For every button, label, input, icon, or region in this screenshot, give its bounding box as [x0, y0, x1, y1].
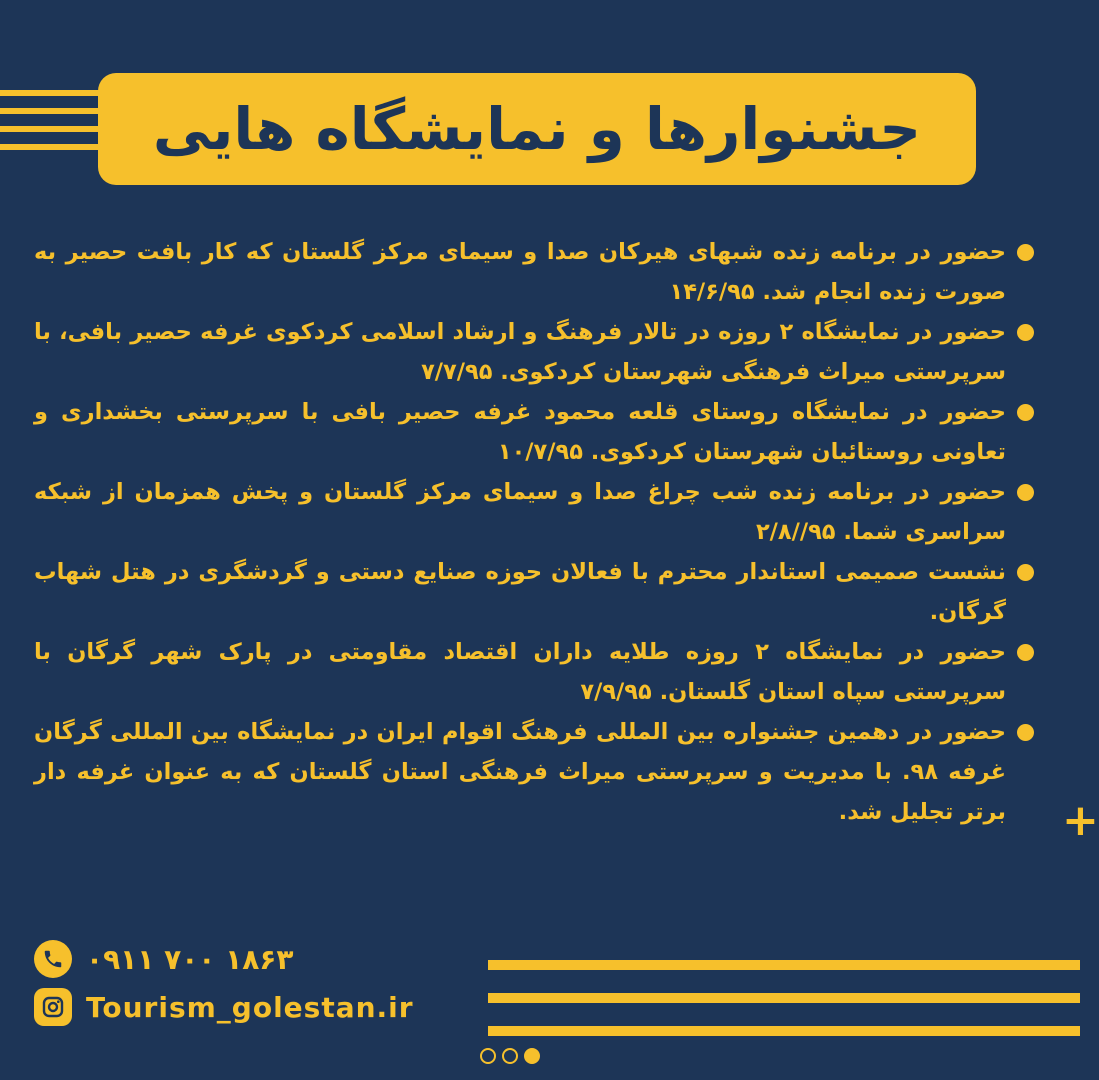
list-item: حضور در برنامه زنده شب چراغ صدا و سیمای مرکز گلستان و پخش همزمان از شبکه سراسری شما. ۹۵//۲/۸ — [34, 472, 1034, 552]
instagram-icon — [34, 988, 72, 1026]
list-item: حضور در دهمین جشنواره بین المللی فرهنگ اقوام ایران در نمایشگاه بین المللی گرگان غرفه ۹۸. با مدیریت و سرپرستی میراث فرهنگی استان گلستان که به عنوان غرفه دار برتر تجلیل شد. — [34, 712, 1034, 832]
list-item: نشست صمیمی استاندار محترم با فعالان حوزه صنایع دستی و گردشگری در هتل شهاب گرگان. — [34, 552, 1034, 632]
stripe — [488, 960, 1080, 970]
top-left-stripes — [0, 90, 100, 150]
stripe — [0, 126, 100, 132]
list-item: حضور در نمایشگاه ۲ روزه در تالار فرهنگ و ارشاد اسلامی کردکوی غرفه حصیر بافی، با سرپرستی میراث فرهنگی شهرستان کردکوی. ۷/۷/۹۵ — [34, 312, 1034, 392]
bottom-right-stripes — [488, 960, 1080, 1036]
pagination-dots — [480, 1048, 540, 1064]
stripe — [0, 90, 100, 96]
stripe — [0, 108, 100, 114]
list-item: حضور در برنامه زنده شبهای هیرکان صدا و سیمای مرکز گلستان که کار بافت حصیر به صورت زنده انجام شد. ۱۴/۶/۹۵ — [34, 232, 1034, 312]
pagination-dot[interactable] — [480, 1048, 496, 1064]
plus-icon: + — [1062, 795, 1099, 846]
phone-number: ۰۹۱۱ ۷۰۰ ۱۸۶۳ — [86, 942, 294, 976]
pagination-dot-active[interactable] — [524, 1048, 540, 1064]
stripe — [488, 993, 1080, 1003]
stripe — [488, 1026, 1080, 1036]
list-item: حضور در نمایشگاه روستای قلعه محمود غرفه حصیر بافی با سرپرستی بخشداری و تعاونی روستائیان شهرستان کردکوی. ۱۰/۷/۹۵ — [34, 392, 1034, 472]
event-list — [34, 232, 1034, 832]
pagination-dot[interactable] — [502, 1048, 518, 1064]
phone-icon — [34, 940, 72, 978]
instagram-contact[interactable] — [34, 988, 414, 1026]
page-title: جشنوارها و نمایشگاه هایی — [152, 95, 922, 163]
instagram-handle: Tourism_golestan.ir — [86, 990, 414, 1024]
phone-contact[interactable] — [34, 940, 293, 978]
title-banner — [98, 73, 976, 185]
list-item: حضور در نمایشگاه ۲ روزه طلایه داران اقتصاد مقاومتی در پارک شهر گرگان با سرپرستی سپاه استان گلستان. ۷/۹/۹۵ — [34, 632, 1034, 712]
content-list-container — [34, 232, 1034, 832]
stripe — [0, 144, 100, 150]
